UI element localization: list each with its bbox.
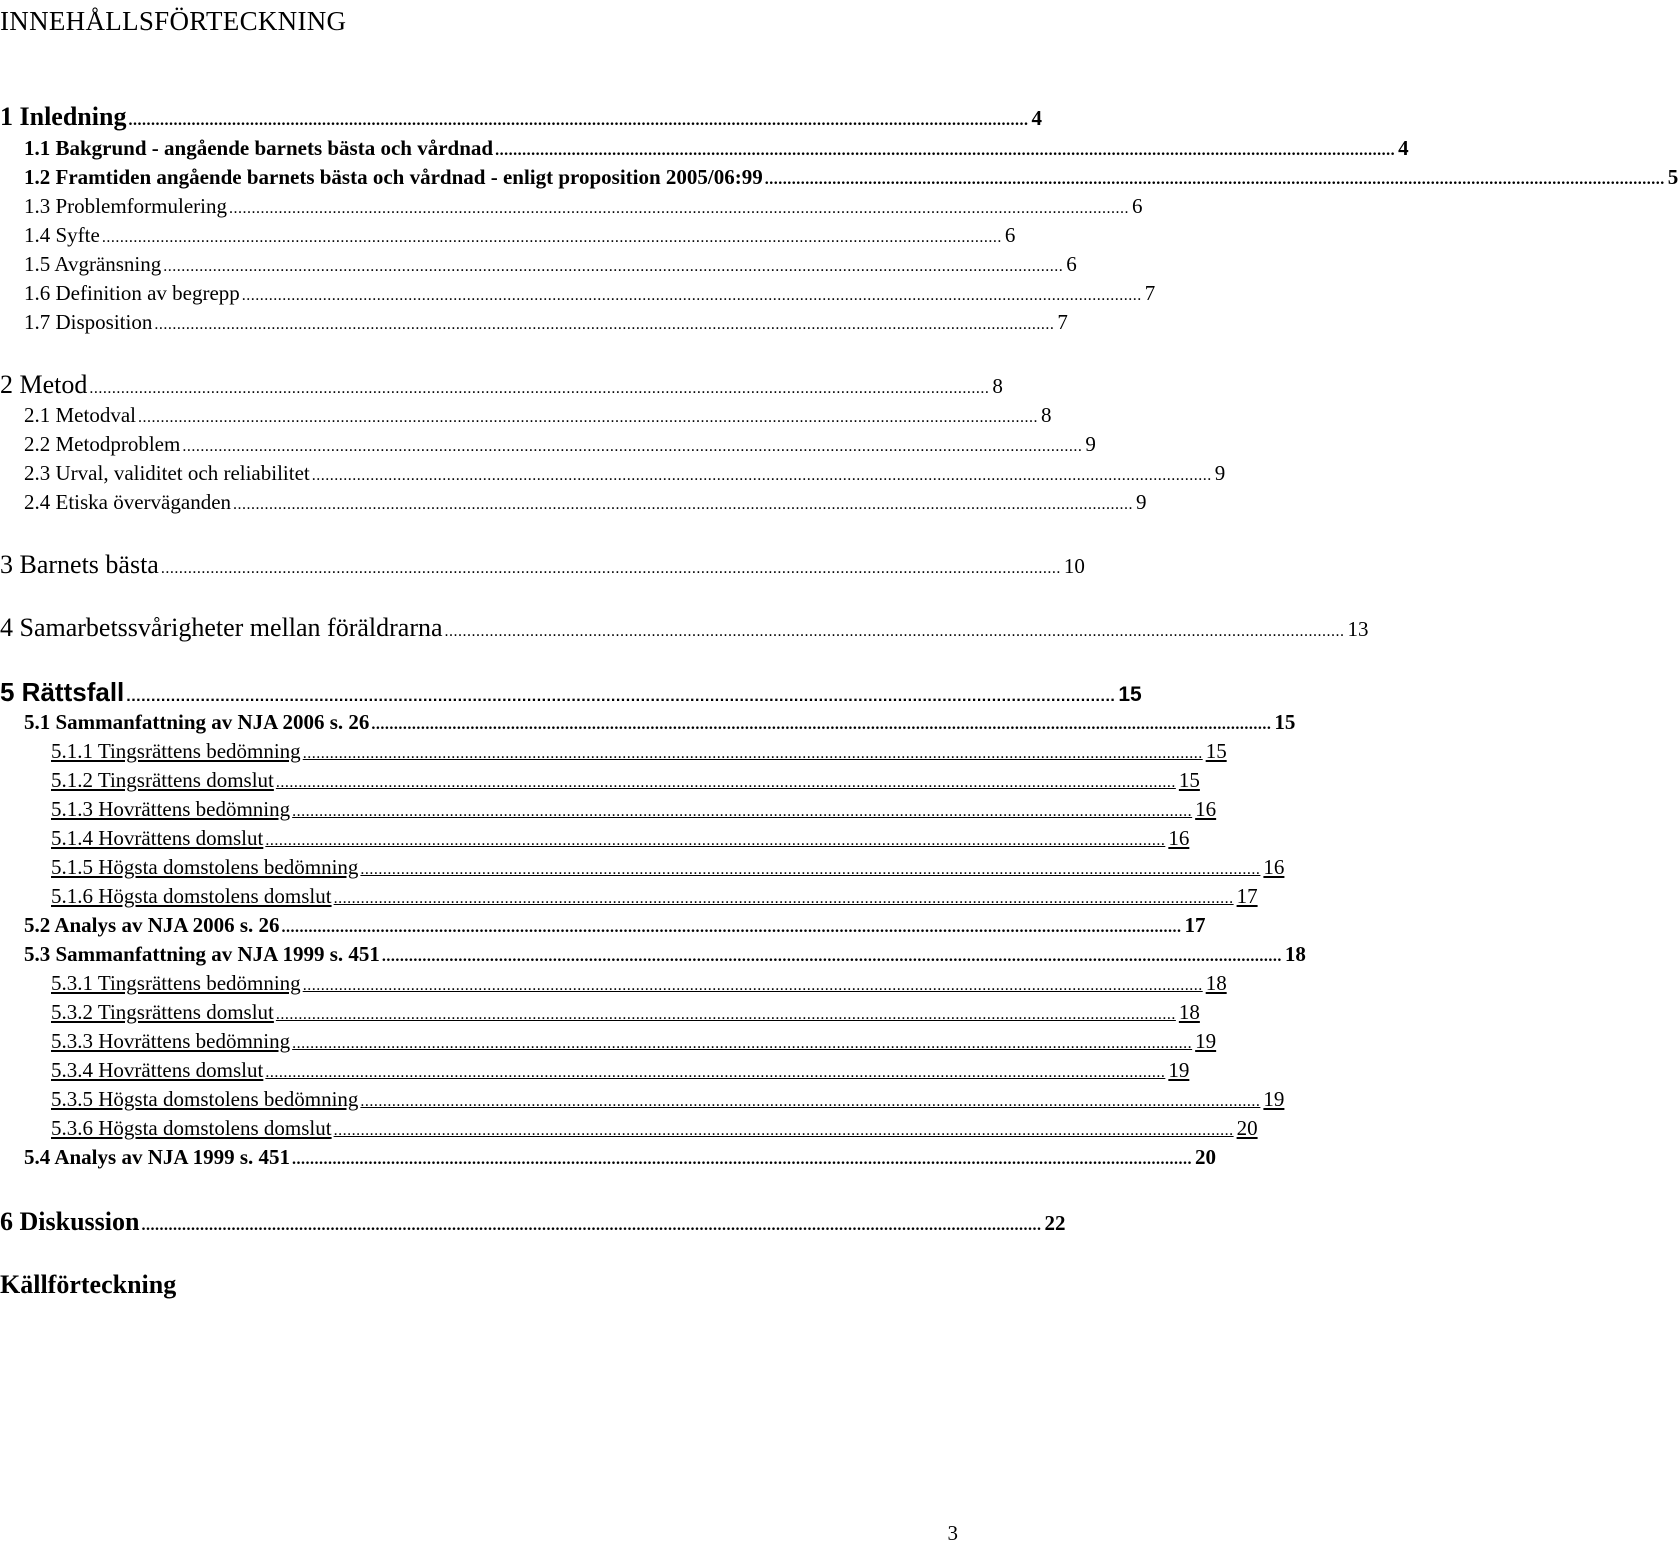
toc-entry[interactable]: [0, 942, 1306, 967]
toc-leader-dots: ........................................................................................................................................................................................................: [182, 438, 1083, 455]
toc-leader-dots: ........................................................................................................................................................................................................: [333, 890, 1234, 907]
references-heading[interactable]: Källförteckning: [0, 1270, 177, 1299]
toc-entry-page: 16: [1263, 855, 1285, 879]
toc-leader-dots: ........................................................................................................................................................................................................: [360, 1093, 1261, 1110]
toc-entry-label: 5.1.4 Hovrättens domslut: [51, 826, 264, 850]
toc-entry[interactable]: [0, 1029, 1217, 1054]
toc-entry-label: 2.4 Etiska överväganden: [24, 490, 232, 514]
toc-entry-label: 1.7 Disposition: [24, 310, 153, 334]
toc-entry-page: 17: [1184, 913, 1206, 937]
toc-leader-dots: ........................................................................................................................................................................................................: [160, 560, 1061, 577]
toc-entry-label: 3 Barnets bästa: [0, 550, 159, 579]
toc-entry[interactable]: [0, 710, 1296, 735]
toc-leader-dots: ........................................................................................................................................................................................................: [128, 112, 1029, 129]
toc-leader-dots: ........................................................................................................................................................................................................: [126, 688, 1116, 705]
toc-entry-page: 6: [1004, 223, 1016, 247]
toc-entry-label: 1.3 Problemformulering: [24, 194, 227, 218]
toc-entry-label: 1.5 Avgränsning: [24, 252, 162, 276]
toc-leader-dots: ........................................................................................................................................................................................................: [444, 623, 1345, 640]
toc-entry-page: 17: [1236, 884, 1258, 908]
toc-entry-page: 4: [1398, 136, 1409, 160]
toc-entry-page: 15: [1118, 683, 1142, 706]
toc-leader-dots: ........................................................................................................................................................................................................: [381, 948, 1282, 965]
toc-entry-label: 2.2 Metodproblem: [24, 432, 181, 456]
toc-leader-dots: ........................................................................................................................................................................................................: [265, 832, 1166, 849]
toc-entry-page: 8: [1040, 403, 1052, 427]
toc-entry[interactable]: [0, 223, 1016, 248]
toc-entry[interactable]: [0, 1087, 1285, 1112]
toc-entry-page: 5: [1667, 165, 1678, 189]
toc-entry-page: 9: [1136, 490, 1147, 514]
toc-entry[interactable]: [0, 550, 1085, 580]
toc-entry[interactable]: [0, 884, 1258, 909]
toc-entry[interactable]: [0, 310, 1068, 335]
toc-entry-label: 2 Metod: [0, 370, 88, 399]
toc-entry-page: 7: [1144, 281, 1156, 305]
toc-entry[interactable]: [0, 913, 1206, 938]
toc-entry[interactable]: [0, 432, 1096, 457]
toc-entry-page: 4: [1031, 106, 1042, 130]
toc-leader-dots: ........................................................................................................................................................................................................: [311, 467, 1212, 484]
toc-entry-label: 1.6 Definition av begrepp: [24, 281, 240, 305]
toc-entry[interactable]: [0, 971, 1227, 996]
toc-entry-label: 4 Samarbetssvårigheter mellan föräldrarna: [0, 613, 443, 642]
toc-entry[interactable]: [0, 252, 1077, 277]
toc-entry[interactable]: [0, 194, 1143, 219]
toc-entry-page: 20: [1195, 1145, 1217, 1169]
toc-entry-label: 2.3 Urval, validitet och reliabilitet: [24, 461, 310, 485]
toc-entry-page: 19: [1263, 1087, 1285, 1111]
toc-leader-dots: ........................................................................................................................................................................................................: [292, 1035, 1193, 1052]
toc-entry-label: 5.1.6 Högsta domstolens domslut: [51, 884, 332, 908]
toc-entry-label: 1.2 Framtiden angående barnets bästa och vårdnad - enligt proposition 2005/06:99: [24, 165, 763, 189]
toc-leader-dots: ........................................................................................................................................................................................................: [101, 229, 1002, 246]
toc-entry[interactable]: [0, 1000, 1200, 1025]
toc-entry-label: 5.2 Analys av NJA 2006 s. 26: [24, 913, 280, 937]
toc-leader-dots: ........................................................................................................................................................................................................: [154, 316, 1055, 333]
toc-leader-dots: ........................................................................................................................................................................................................: [292, 803, 1193, 820]
toc-entry-label: 5.1 Sammanfattning av NJA 2006 s. 26: [24, 710, 370, 734]
toc-entry-label: 5.3.1 Tingsrättens bedömning: [51, 971, 301, 995]
toc-entry-label: 5.3 Sammanfattning av NJA 1999 s. 451: [24, 942, 380, 966]
toc-entry[interactable]: [0, 165, 1678, 190]
toc-leader-dots: ........................................................................................................................................................................................................: [233, 496, 1134, 513]
toc-entry-page: 19: [1195, 1029, 1217, 1053]
toc-entry[interactable]: [0, 1207, 1066, 1237]
toc-leader-dots: ........................................................................................................................................................................................................: [275, 1006, 1176, 1023]
toc-entry-page: 15: [1178, 768, 1200, 792]
toc-leader-dots: ........................................................................................................................................................................................................: [281, 919, 1182, 936]
toc-entry-page: 22: [1044, 1211, 1066, 1235]
toc-entry[interactable]: [0, 797, 1217, 822]
toc-entry-label: 1.1 Bakgrund - angående barnets bästa och vårdnad: [24, 136, 494, 160]
toc-entry-page: 16: [1168, 826, 1190, 850]
toc-entry-page: 15: [1274, 710, 1296, 734]
toc-entry-label: 5.1.1 Tingsrättens bedömning: [51, 739, 301, 763]
toc-entry[interactable]: [0, 1058, 1190, 1083]
toc-entry-label: 5 Rättsfall: [0, 677, 125, 707]
toc-leader-dots: ........................................................................................................................................................................................................: [265, 1064, 1166, 1081]
page-title: INNEHÅLLSFÖRTECKNING: [0, 6, 347, 36]
toc-entry-page: 16: [1195, 797, 1217, 821]
toc-leader-dots: ........................................................................................................................................................................................................: [360, 861, 1261, 878]
toc-entry[interactable]: [0, 1116, 1258, 1141]
toc-entry-label: 5.1.3 Hovrättens bedömning: [51, 797, 291, 821]
toc-entry-page: 10: [1063, 554, 1085, 578]
toc-entry-label: 5.1.5 Högsta domstolens bedömning: [51, 855, 359, 879]
toc-entry[interactable]: [0, 490, 1147, 515]
toc-leader-dots: ........................................................................................................................................................................................................: [89, 380, 990, 397]
toc-leader-dots: ........................................................................................................................................................................................................: [137, 409, 1038, 426]
toc-entry[interactable]: [0, 1145, 1217, 1170]
toc-entry[interactable]: [0, 403, 1052, 428]
toc-entry-label: 5.3.3 Hovrättens bedömning: [51, 1029, 291, 1053]
toc-entry-page: 18: [1178, 1000, 1200, 1024]
toc-entry-page: 9: [1085, 432, 1096, 456]
toc-entry-label: 5.3.4 Hovrättens domslut: [51, 1058, 264, 1082]
toc-entry-label: 5.3.5 Högsta domstolens bedömning: [51, 1087, 359, 1111]
toc-entry-label: 1.4 Syfte: [24, 223, 100, 247]
toc-entry-page: 6: [1131, 194, 1143, 218]
toc-entry-page: 15: [1205, 739, 1227, 763]
toc-entry[interactable]: [0, 613, 1369, 643]
toc-entry[interactable]: [0, 826, 1190, 851]
toc-entry-label: 6 Diskussion: [0, 1207, 140, 1236]
toc-leader-dots: ........................................................................................................................................................................................................: [764, 171, 1665, 188]
toc-leader-dots: ........................................................................................................................................................................................................: [371, 716, 1272, 733]
toc-entry-page: 6: [1066, 252, 1077, 276]
toc-entry[interactable]: [0, 739, 1227, 764]
toc-entry-page: 13: [1347, 617, 1369, 641]
toc-leader-dots: ........................................................................................................................................................................................................: [302, 977, 1203, 994]
toc-entry[interactable]: [0, 370, 1003, 400]
toc-leader-dots: ........................................................................................................................................................................................................: [292, 1151, 1193, 1168]
toc-entry[interactable]: [0, 102, 1042, 132]
page-number: 3: [947, 1521, 958, 1545]
toc-entry-label: 5.3.6 Högsta domstolens domslut: [51, 1116, 332, 1140]
toc-entry-label: 5.1.2 Tingsrättens domslut: [51, 768, 274, 792]
toc-entry[interactable]: [0, 136, 1409, 161]
toc-entry[interactable]: [0, 677, 1142, 708]
toc-leader-dots: ........................................................................................................................................................................................................: [241, 287, 1142, 304]
toc-entry-page: 8: [992, 374, 1003, 398]
toc-entry-page: 19: [1168, 1058, 1190, 1082]
toc-entry[interactable]: [0, 281, 1156, 306]
toc-leader-dots: ........................................................................................................................................................................................................: [228, 200, 1129, 217]
toc-entry[interactable]: [0, 768, 1200, 793]
toc-leader-dots: ........................................................................................................................................................................................................: [302, 745, 1203, 762]
toc-leader-dots: ........................................................................................................................................................................................................: [141, 1217, 1042, 1234]
toc-entry[interactable]: [0, 855, 1285, 880]
toc-entry-label: 5.4 Analys av NJA 1999 s. 451: [24, 1145, 291, 1169]
toc-entry[interactable]: [0, 461, 1226, 486]
toc-leader-dots: ........................................................................................................................................................................................................: [333, 1122, 1234, 1139]
toc-leader-dots: ........................................................................................................................................................................................................: [495, 142, 1396, 159]
toc-entry-page: 9: [1214, 461, 1226, 485]
toc-entry-label: 5.3.2 Tingsrättens domslut: [51, 1000, 274, 1024]
toc-leader-dots: ........................................................................................................................................................................................................: [163, 258, 1064, 275]
toc-entry-page: 20: [1236, 1116, 1258, 1140]
toc-entry-page: 7: [1057, 310, 1068, 334]
toc-entry-page: 18: [1205, 971, 1227, 995]
toc-entry-label: 2.1 Metodval: [24, 403, 136, 427]
toc-entry-label: 1 Inledning: [0, 102, 127, 131]
toc-entry-page: 18: [1284, 942, 1306, 966]
toc-leader-dots: ........................................................................................................................................................................................................: [275, 774, 1176, 791]
